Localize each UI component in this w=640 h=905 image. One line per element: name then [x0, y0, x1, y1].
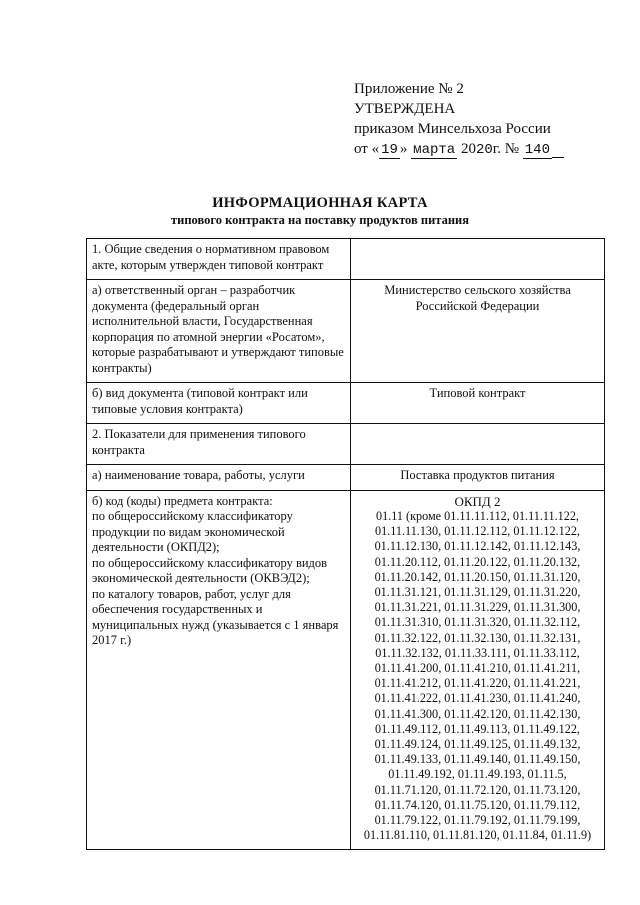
table-row	[87, 383, 605, 424]
okpd-code-line: 01.11.31.121, 01.11.31.129, 01.11.31.220,	[374, 585, 581, 600]
okpd-code-line: 01.11.41.212, 01.11.41.220, 01.11.41.221,	[374, 676, 581, 691]
appendix-number: Приложение № 2	[354, 81, 464, 97]
row-label: 1. Общие сведения о нормативном правовом акте, которым утвержден типовой контракт	[87, 239, 351, 280]
order-issuer: приказом Минсельхоза России	[354, 121, 551, 137]
table-row	[87, 490, 605, 850]
row-value: Типовой контракт	[351, 383, 605, 424]
okpd-code-line: 01.11.32.122, 01.11.32.130, 01.11.32.131,	[374, 630, 581, 645]
okpd-code-line: 01.11.71.120, 01.11.72.120, 01.11.73.120,	[374, 782, 581, 797]
date-prefix: от «	[354, 141, 380, 157]
row-label: а) ответственный орган – разработчик документа (федеральный орган исполнительной власти, Государственная корпорация по атомной энергии «Росатом», которые разрабатывают и утверждают типовые контракты)	[87, 280, 351, 383]
info-card-table	[86, 238, 605, 850]
order-date-line	[354, 139, 564, 160]
okpd-code-line: 01.11.49.124, 01.11.49.125, 01.11.49.132,	[374, 737, 581, 752]
okpd-code-line: 01.11.49.133, 01.11.49.140, 01.11.49.150,	[374, 752, 581, 767]
okpd-code-line: 01.11.79.122, 01.11.79.192, 01.11.79.199,	[374, 813, 581, 828]
order-number: 140	[524, 142, 550, 158]
approval-block	[354, 79, 564, 160]
row-value: Поставка продуктов питания	[351, 465, 605, 491]
row-label: б) код (коды) предмета контракта: по общероссийскому классификатору продукции по видам экономической деятельности (ОКПД2); по общероссийскому классификатору видов экономической деятельности (ОКВЭД2); по каталогу товаров, работ, услуг для обеспечения государственных и муниципальных нужд (указывается с 1 января 2017 г.)	[87, 490, 351, 850]
okpd-code-line: 01.11.41.200, 01.11.41.210, 01.11.41.211,	[374, 661, 581, 676]
order-day: 19	[381, 142, 398, 158]
okpd-code-line: 01.11.41.222, 01.11.41.230, 01.11.41.240,	[374, 691, 581, 706]
year-prefix: 20	[457, 141, 476, 157]
okpd-code-line: 01.11.81.110, 01.11.81.120, 01.11.84, 01.11.9)	[363, 828, 592, 843]
okpd-code-line: 01.11.11.130, 01.11.12.112, 01.11.12.122,	[375, 524, 580, 539]
row-label: а) наименование товара, работы, услуги	[87, 465, 351, 491]
table-row	[87, 465, 605, 491]
title-line-2: типового контракта на поставку продуктов питания	[171, 213, 469, 227]
row-label: 2. Показатели для применения типового контракта	[87, 424, 351, 465]
table-row	[87, 280, 605, 383]
okpd-code-line: 01.11.12.130, 01.11.12.142, 01.11.12.143,	[374, 539, 581, 554]
okpd-code-line: 01.11.20.112, 01.11.20.122, 01.11.20.132,	[374, 554, 581, 569]
row-value: Министерство сельского хозяйства Российской Федерации	[351, 280, 605, 383]
row-value	[351, 239, 605, 280]
okpd-code-line: 01.11.31.310, 01.11.31.320, 01.11.32.112,	[374, 615, 581, 630]
table-row	[87, 239, 605, 280]
number-label: г. №	[492, 141, 523, 157]
okpd-code-line: 01.11.41.300, 01.11.42.120, 01.11.42.130,	[374, 706, 581, 721]
row-value	[351, 424, 605, 465]
approved-label: УТВЕРЖДЕНА	[354, 101, 456, 117]
number-underline	[552, 141, 564, 158]
okpd-code-line: 01.11.74.120, 01.11.75.120, 01.11.79.112,	[374, 797, 581, 812]
order-month: марта	[413, 142, 456, 158]
order-year: 20	[475, 142, 493, 158]
okpd-code-line: 01.11.49.192, 01.11.49.193, 01.11.5,	[388, 767, 567, 782]
okpd-code-line: 01.11.32.132, 01.11.33.111, 01.11.33.112,	[375, 645, 580, 660]
row-label: б) вид документа (типовой контракт или типовые условия контракта)	[87, 383, 351, 424]
okpd-code-line: 01.11 (кроме 01.11.11.112, 01.11.11.122,	[376, 509, 579, 523]
title-line-1: ИНФОРМАЦИОННАЯ КАРТА	[212, 195, 428, 211]
okpd-code-line: 01.11.31.221, 01.11.31.229, 01.11.31.300,	[374, 600, 581, 615]
okpd-heading: ОКПД 2	[454, 493, 501, 509]
row-value-codes	[351, 490, 605, 850]
okpd-codes-list	[356, 509, 599, 843]
date-mid: »	[399, 141, 412, 157]
document-title	[0, 195, 640, 229]
okpd-code-line: 01.11.49.112, 01.11.49.113, 01.11.49.122,	[375, 721, 580, 736]
okpd-code-line: 01.11.20.142, 01.11.20.150, 01.11.31.120,	[374, 569, 581, 584]
table-row	[87, 424, 605, 465]
